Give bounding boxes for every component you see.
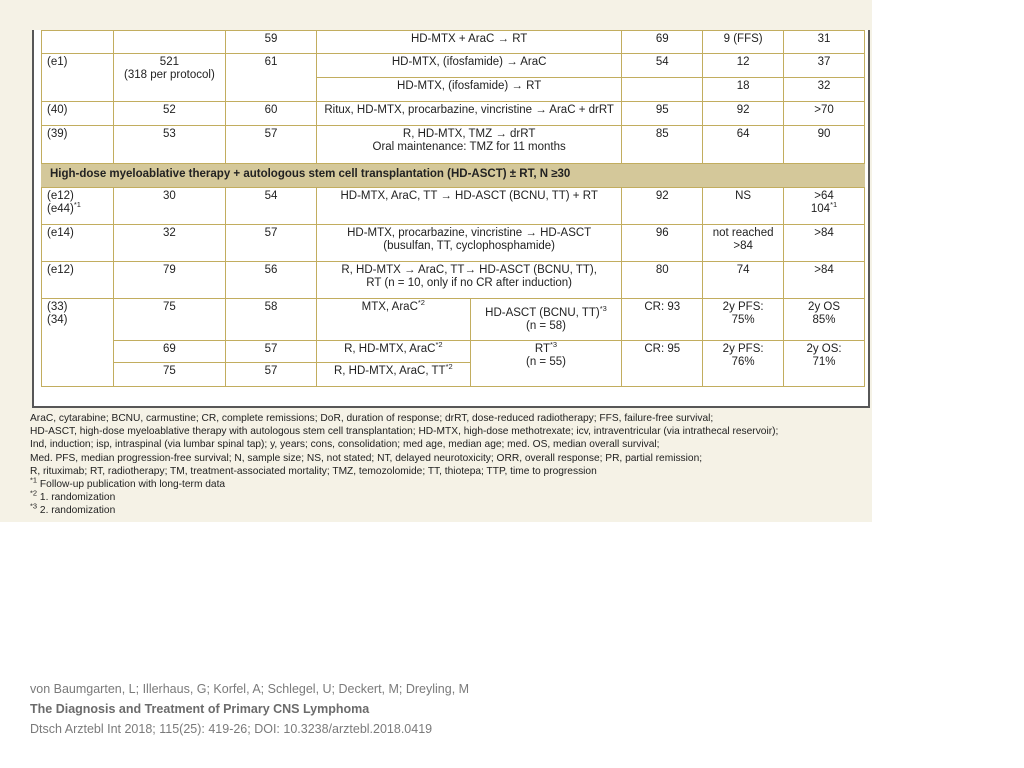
consolidation-cell <box>470 341 622 387</box>
median-age-cell: 57 <box>226 341 317 363</box>
therapy-line: (busulfan, TT, cyclophosphamide) <box>383 240 556 252</box>
consolidation-line: (n = 55) <box>526 356 566 368</box>
abbreviation-line: R, rituximab; RT, radiotherapy; TM, treatment-associated mortality; TMZ, temozolomide; TT, thiotepa; TTP, time to progression <box>30 465 597 477</box>
cr-cell: 95 <box>622 102 703 126</box>
sample-size-cell: 79 <box>113 262 225 299</box>
footnote-mark: *2 <box>445 362 453 372</box>
pfs-cell: 64 <box>703 126 784 164</box>
footnote-mark: *2 <box>417 298 425 308</box>
sample-size-cell: 53 <box>113 126 225 164</box>
pfs-cell: 12 <box>703 54 784 78</box>
os-cell: >70 <box>784 102 865 126</box>
induction-cell: MTX, AraC$^{*2}$ <box>316 299 470 341</box>
pfs-line: 76% <box>731 356 755 368</box>
sample-size-cell: 69 <box>113 341 225 363</box>
therapy-cell: Ritux, HD-MTX, procarbazine, vincristine → AraC + drRT <box>316 102 621 126</box>
table-row <box>42 341 865 363</box>
table-row <box>42 126 865 164</box>
pfs-cell <box>703 299 784 341</box>
induction-cell: R, HD-MTX, AraC, TT$^{*2}$ <box>316 363 470 387</box>
os-line: >64 <box>814 190 834 202</box>
therapy-cell <box>316 126 621 164</box>
cr-cell: CR: 95 <box>622 341 703 387</box>
therapy-cell <box>316 262 621 299</box>
median-age-cell: 56 <box>226 262 317 299</box>
footnote-1: $^{*1}$ Follow-up publication with long-term data <box>30 475 226 491</box>
therapy-cell: HD-MTX, AraC, TT → HD-ASCT (BCNU, TT) + RT <box>316 188 621 225</box>
pfs-cell: 92 <box>703 102 784 126</box>
consolidation-cell <box>470 299 622 341</box>
reference-cell: (40) <box>42 102 114 126</box>
os-cell <box>784 299 865 341</box>
footnote-mark: *1 <box>73 200 81 210</box>
sample-size-note: (318 per protocol) <box>124 69 215 81</box>
os-cell: 32 <box>784 78 865 102</box>
pfs-cell: 74 <box>703 262 784 299</box>
consolidation-line: RT$^{*3}$ <box>534 340 558 355</box>
median-age-cell: 57 <box>226 363 317 387</box>
footnote-mark: *1 <box>830 200 838 210</box>
median-age-cell: 60 <box>226 102 317 126</box>
pfs-line: 75% <box>731 314 755 326</box>
reference-cell: (39) <box>42 126 114 164</box>
pfs-cell: 9 (FFS) <box>703 31 784 54</box>
pfs-line: >84 <box>733 240 753 252</box>
sample-size-cell: 75 <box>113 299 225 341</box>
median-age-cell: 57 <box>226 225 317 262</box>
footnote-mark: *2 <box>30 488 38 498</box>
median-age-cell: 59 <box>226 31 317 54</box>
footnote-mark: *1 <box>30 475 38 485</box>
therapy-cell: HD-MTX, (ifosfamide) → RT <box>316 78 621 102</box>
table-row <box>42 262 865 299</box>
therapy-cell: HD-MTX + AraC → RT <box>316 31 621 54</box>
citation-title: The Diagnosis and Treatment of Primary CNS Lymphoma <box>30 702 370 716</box>
reference-cell: (e14) <box>42 225 114 262</box>
reference-cell <box>42 188 114 225</box>
pfs-line: not reached <box>712 227 774 239</box>
median-age-cell: 61 <box>226 54 317 102</box>
study-table <box>41 30 865 387</box>
sample-size-cell: 52 <box>113 102 225 126</box>
abbreviation-line: Med. PFS, median progression-free survival; N, sample size; NS, not stated; NT, delayed neurotoxicity; ORR, overall response; PR, partial remission; <box>30 452 703 464</box>
pfs-line: 2y PFS: <box>722 301 764 313</box>
os-cell <box>784 188 865 225</box>
cr-cell: 85 <box>622 126 703 164</box>
induction-cell: R, HD-MTX, AraC$^{*2}$ <box>316 341 470 363</box>
sample-size-cell: 75 <box>113 363 225 387</box>
footnote-mark: *2 <box>435 340 443 350</box>
os-cell: 31 <box>784 31 865 54</box>
therapy-line: R, HD-MTX → AraC, TT→ HD-ASCT (BCNU, TT), <box>341 264 597 276</box>
os-line: 2y OS <box>808 301 841 313</box>
consolidation-line: (n = 58) <box>526 319 566 332</box>
median-age-cell: 54 <box>226 188 317 225</box>
pfs-cell: NS <box>703 188 784 225</box>
section-header-row <box>42 164 865 188</box>
reference-line: (33) <box>47 301 68 313</box>
citation-authors: von Baumgarten, L; Illerhaus, G; Korfel, A; Schlegel, U; Deckert, M; Dreyling, M <box>30 682 470 696</box>
os-cell <box>784 341 865 387</box>
reference-cell: (e1) <box>42 54 114 102</box>
pfs-cell <box>703 225 784 262</box>
sample-size-cell <box>113 54 225 102</box>
footnote-2: $^{*2}$ 1. randomization <box>30 488 116 504</box>
abbreviation-line: HD-ASCT, high-dose myeloablative therapy with autologous stem cell transplantation; HD-MTX, high-dose methotrexate; icv, intraventricular (via intrathecal reservoir); <box>30 426 779 438</box>
os-line: 2y OS: <box>806 343 842 355</box>
reference-line: (e12) <box>47 190 74 202</box>
footnote-3: $^{*3}$ 2. randomization <box>30 502 116 517</box>
therapy-cell: HD-MTX, (ifosfamide) → AraC <box>316 54 621 78</box>
cr-cell <box>622 78 703 102</box>
pfs-cell: 18 <box>703 78 784 102</box>
therapy-line: HD-MTX, procarbazine, vincristine → HD-ASCT <box>347 227 592 239</box>
sample-size-cell: 30 <box>113 188 225 225</box>
table-row <box>42 31 865 54</box>
os-line: 85% <box>812 314 836 326</box>
cr-cell: 54 <box>622 54 703 78</box>
table-footnotes <box>30 412 865 518</box>
os-line: 104$^{*1}$ <box>810 200 838 215</box>
pfs-line: 2y PFS: <box>722 343 764 355</box>
reference-line: (34) <box>47 314 68 326</box>
cr-cell: 92 <box>622 188 703 225</box>
os-cell: 37 <box>784 54 865 78</box>
sample-size-cell: 32 <box>113 225 225 262</box>
cr-cell: CR: 93 <box>622 299 703 341</box>
citation-block <box>30 679 730 739</box>
reference-cell <box>42 299 114 387</box>
table-row <box>42 299 865 341</box>
therapy-line: RT (n = 10, only if no CR after induction) <box>366 277 573 289</box>
cr-cell: 96 <box>622 225 703 262</box>
pfs-cell <box>703 341 784 387</box>
table-row <box>42 225 865 262</box>
os-line: 71% <box>812 356 836 368</box>
os-cell: >84 <box>784 225 865 262</box>
therapy-cell <box>316 225 621 262</box>
therapy-line: Oral maintenance: TMZ for 11 months <box>372 141 566 153</box>
footnote-mark: *3 <box>550 340 558 350</box>
os-cell: >84 <box>784 262 865 299</box>
reference-cell: (e12) <box>42 262 114 299</box>
therapy-line: R, HD-MTX, TMZ → drRT <box>402 128 536 140</box>
footnote-mark: *3 <box>30 502 38 512</box>
abbreviation-line: AraC, cytarabine; BCNU, carmustine; CR, complete remissions; DoR, duration of response; drRT, dose-reduced radiotherapy; FFS, failure-free survival; <box>30 413 714 424</box>
table-row <box>42 102 865 126</box>
abbreviation-line: Ind, induction; isp, intraspinal (via lumbar spinal tap); y, years; cons, consolidation; med age, median age; med. OS, median overall survival; <box>30 439 660 451</box>
cr-cell: 80 <box>622 262 703 299</box>
section-header: High-dose myeloablative therapy + autologous stem cell transplantation (HD-ASCT) ± RT, N ≥30 <box>42 164 865 188</box>
footnote-mark: *3 <box>599 303 607 313</box>
median-age-cell: 58 <box>226 299 317 341</box>
consolidation-line: HD-ASCT (BCNU, TT)$^{*3}$ <box>485 303 607 319</box>
study-table-frame <box>32 30 870 408</box>
reference-line: $(e44)^{*1}$ <box>47 200 81 215</box>
sample-size-value: 521 <box>159 56 179 68</box>
cr-cell: 69 <box>622 31 703 54</box>
table-row <box>42 188 865 225</box>
os-cell: 90 <box>784 126 865 164</box>
citation-journal: Dtsch Arztebl Int 2018; 115(25): 419-26; DOI: 10.3238/arztebl.2018.0419 <box>30 722 433 736</box>
table-row <box>42 54 865 78</box>
median-age-cell: 57 <box>226 126 317 164</box>
